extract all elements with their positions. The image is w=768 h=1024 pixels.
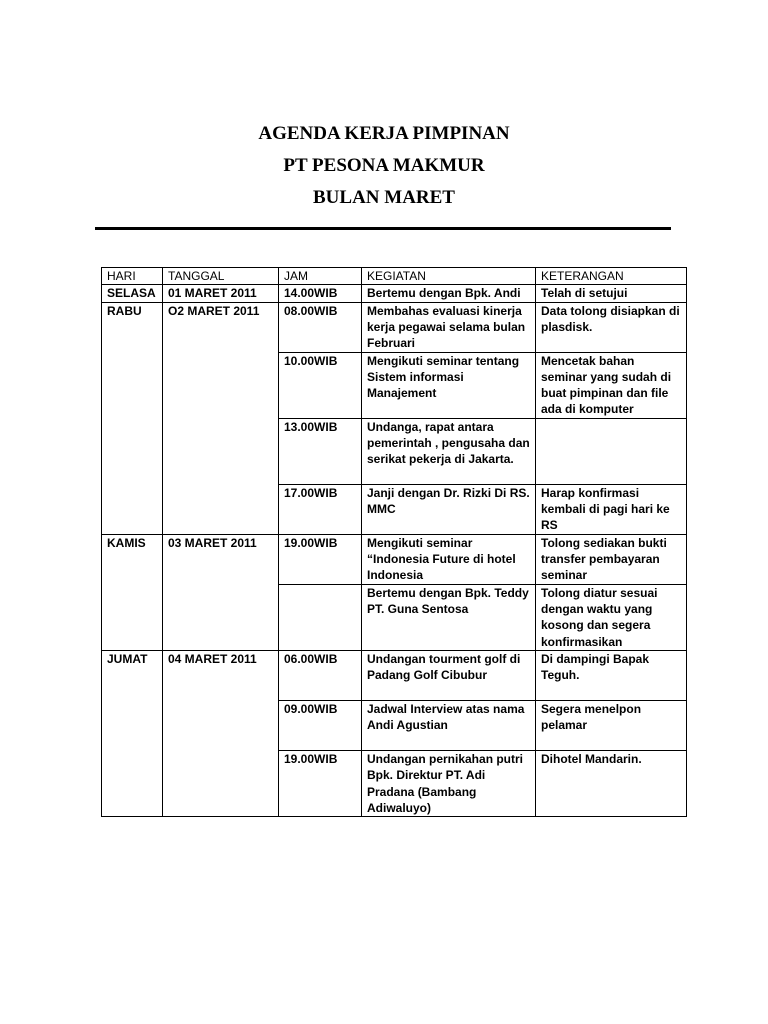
cell-jam: 19.00WIB — [279, 750, 362, 816]
table-row — [102, 302, 687, 352]
cell-keterangan: Di dampingi Bapak Teguh. — [536, 650, 687, 700]
cell-hari: JUMAT — [102, 650, 163, 816]
cell-kegiatan: Membahas evaluasi kinerja kerja pegawai selama bulan Februari — [362, 302, 536, 352]
table-row — [102, 285, 687, 302]
cell-keterangan: Telah di setujui — [536, 285, 687, 302]
table-row — [102, 650, 687, 700]
cell-kegiatan: Bertemu dengan Bpk. Andi — [362, 285, 536, 302]
title-line-2: PT PESONA MAKMUR — [283, 155, 485, 176]
table-header-row — [102, 268, 687, 285]
cell-jam: 17.00WIB — [279, 484, 362, 534]
cell-jam: 09.00WIB — [279, 700, 362, 750]
header-tanggal: TANGGAL — [163, 268, 279, 285]
header-hari: HARI — [102, 268, 163, 285]
cell-jam — [279, 584, 362, 650]
cell-kegiatan: Undangan pernikahan putri Bpk. Direktur PT. Adi Pradana (Bambang Adiwaluyo) — [362, 750, 536, 816]
cell-keterangan: Dihotel Mandarin. — [536, 750, 687, 816]
cell-kegiatan: Jadwal Interview atas nama Andi Agustian — [362, 700, 536, 750]
cell-kegiatan: Janji dengan Dr. Rizki Di RS. MMC — [362, 484, 536, 534]
cell-keterangan: Tolong diatur sesuai dengan waktu yang kosong dan segera konfirmasikan — [536, 584, 687, 650]
cell-jam: 14.00WIB — [279, 285, 362, 302]
cell-keterangan: Mencetak bahan seminar yang sudah di buat pimpinan dan file ada di komputer — [536, 352, 687, 418]
header-jam: JAM — [279, 268, 362, 285]
title-line-3: BULAN MARET — [313, 187, 455, 208]
cell-keterangan — [536, 418, 687, 484]
document-title — [0, 118, 768, 214]
cell-hari: KAMIS — [102, 534, 163, 650]
agenda-table — [101, 267, 687, 817]
cell-tanggal: 01 MARET 2011 — [163, 285, 279, 302]
cell-jam: 10.00WIB — [279, 352, 362, 418]
cell-kegiatan: Undangan tourment golf di Padang Golf Cibubur — [362, 650, 536, 700]
header-kegiatan: KEGIATAN — [362, 268, 536, 285]
cell-jam: 06.00WIB — [279, 650, 362, 700]
cell-tanggal: O2 MARET 2011 — [163, 302, 279, 534]
title-divider — [95, 227, 671, 230]
table-row — [102, 534, 687, 584]
cell-keterangan: Data tolong disiapkan di plasdisk. — [536, 302, 687, 352]
cell-kegiatan: Mengikuti seminar “Indonesia Future di hotel Indonesia — [362, 534, 536, 584]
header-keterangan: KETERANGAN — [536, 268, 687, 285]
cell-tanggal: 04 MARET 2011 — [163, 650, 279, 816]
cell-hari: RABU — [102, 302, 163, 534]
title-line-1: AGENDA KERJA PIMPINAN — [258, 123, 510, 144]
cell-keterangan: Segera menelpon pelamar — [536, 700, 687, 750]
cell-kegiatan: Undanga, rapat antara pemerintah , pengusaha dan serikat pekerja di Jakarta. — [362, 418, 536, 484]
cell-keterangan: Tolong sediakan bukti transfer pembayaran seminar — [536, 534, 687, 584]
cell-jam: 13.00WIB — [279, 418, 362, 484]
cell-kegiatan: Bertemu dengan Bpk. Teddy PT. Guna Sentosa — [362, 584, 536, 650]
cell-tanggal: 03 MARET 2011 — [163, 534, 279, 650]
cell-hari: SELASA — [102, 285, 163, 302]
cell-kegiatan: Mengikuti seminar tentang Sistem informasi Manajement — [362, 352, 536, 418]
cell-jam: 19.00WIB — [279, 534, 362, 584]
cell-keterangan: Harap konfirmasi kembali di pagi hari ke RS — [536, 484, 687, 534]
cell-jam: 08.00WIB — [279, 302, 362, 352]
